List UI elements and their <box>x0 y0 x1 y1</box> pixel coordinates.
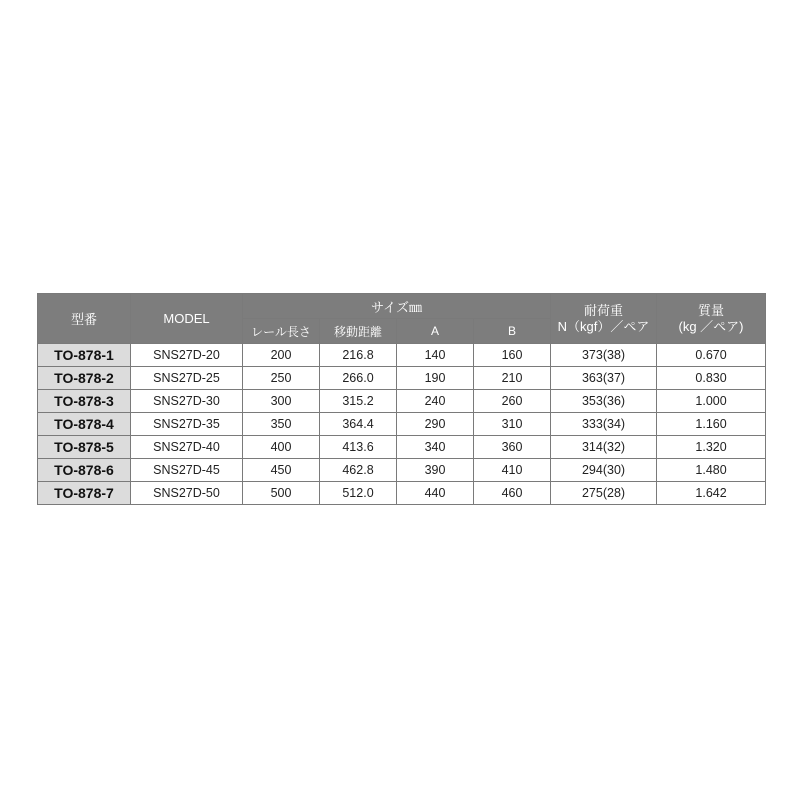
travel-cell: 364.4 <box>320 413 397 436</box>
header-load-line2: N（kgf）／ペア <box>557 318 650 334</box>
header-mass-line1: 質量 <box>698 302 725 318</box>
rail-length-cell: 350 <box>243 413 320 436</box>
mass-cell: 1.000 <box>657 390 766 413</box>
travel-cell: 462.8 <box>320 459 397 482</box>
part-number-cell: TO-878-3 <box>38 390 131 413</box>
mass-cell: 0.830 <box>657 367 766 390</box>
header-mass-line2: (kg ／ペア) <box>678 318 744 334</box>
table-body <box>38 344 766 505</box>
b-cell: 460 <box>474 482 551 505</box>
b-cell: 360 <box>474 436 551 459</box>
part-number-cell: TO-878-4 <box>38 413 131 436</box>
load-cell: 294(30) <box>551 459 657 482</box>
a-cell: 290 <box>397 413 474 436</box>
model-cell: SNS27D-35 <box>131 413 243 436</box>
mass-cell: 1.320 <box>657 436 766 459</box>
b-cell: 160 <box>474 344 551 367</box>
load-cell: 353(36) <box>551 390 657 413</box>
part-number-cell: TO-878-2 <box>38 367 131 390</box>
mass-cell: 0.670 <box>657 344 766 367</box>
header-travel: 移動距離 <box>320 319 397 344</box>
part-number-cell: TO-878-6 <box>38 459 131 482</box>
load-cell: 333(34) <box>551 413 657 436</box>
model-cell: SNS27D-20 <box>131 344 243 367</box>
a-cell: 190 <box>397 367 474 390</box>
part-number-cell: TO-878-7 <box>38 482 131 505</box>
table-row <box>38 459 766 482</box>
travel-cell: 315.2 <box>320 390 397 413</box>
header-b: B <box>474 319 551 344</box>
table-row <box>38 436 766 459</box>
rail-length-cell: 500 <box>243 482 320 505</box>
header-load-line1: 耐荷重 <box>584 302 624 318</box>
header-load <box>551 294 657 344</box>
a-cell: 140 <box>397 344 474 367</box>
header-a: A <box>397 319 474 344</box>
model-cell: SNS27D-30 <box>131 390 243 413</box>
model-cell: SNS27D-25 <box>131 367 243 390</box>
travel-cell: 216.8 <box>320 344 397 367</box>
b-cell: 410 <box>474 459 551 482</box>
header-size-group: サイズ㎜ <box>243 294 551 319</box>
a-cell: 240 <box>397 390 474 413</box>
a-cell: 340 <box>397 436 474 459</box>
part-number-cell: TO-878-5 <box>38 436 131 459</box>
travel-cell: 413.6 <box>320 436 397 459</box>
table-row <box>38 413 766 436</box>
a-cell: 390 <box>397 459 474 482</box>
spec-table <box>37 293 766 505</box>
mass-cell: 1.160 <box>657 413 766 436</box>
rail-length-cell: 450 <box>243 459 320 482</box>
rail-length-cell: 300 <box>243 390 320 413</box>
table-header <box>38 294 766 344</box>
a-cell: 440 <box>397 482 474 505</box>
b-cell: 310 <box>474 413 551 436</box>
b-cell: 210 <box>474 367 551 390</box>
travel-cell: 266.0 <box>320 367 397 390</box>
part-number-cell: TO-878-1 <box>38 344 131 367</box>
header-rail-length: レール長さ <box>243 319 320 344</box>
table-row <box>38 390 766 413</box>
rail-length-cell: 250 <box>243 367 320 390</box>
table-row <box>38 482 766 505</box>
table-row <box>38 344 766 367</box>
rail-length-cell: 200 <box>243 344 320 367</box>
load-cell: 363(37) <box>551 367 657 390</box>
b-cell: 260 <box>474 390 551 413</box>
header-mass <box>657 294 766 344</box>
model-cell: SNS27D-50 <box>131 482 243 505</box>
table-row <box>38 367 766 390</box>
rail-length-cell: 400 <box>243 436 320 459</box>
load-cell: 314(32) <box>551 436 657 459</box>
header-part-number: 型番 <box>38 294 131 344</box>
model-cell: SNS27D-45 <box>131 459 243 482</box>
travel-cell: 512.0 <box>320 482 397 505</box>
load-cell: 373(38) <box>551 344 657 367</box>
mass-cell: 1.642 <box>657 482 766 505</box>
model-cell: SNS27D-40 <box>131 436 243 459</box>
load-cell: 275(28) <box>551 482 657 505</box>
header-model: MODEL <box>131 294 243 344</box>
mass-cell: 1.480 <box>657 459 766 482</box>
